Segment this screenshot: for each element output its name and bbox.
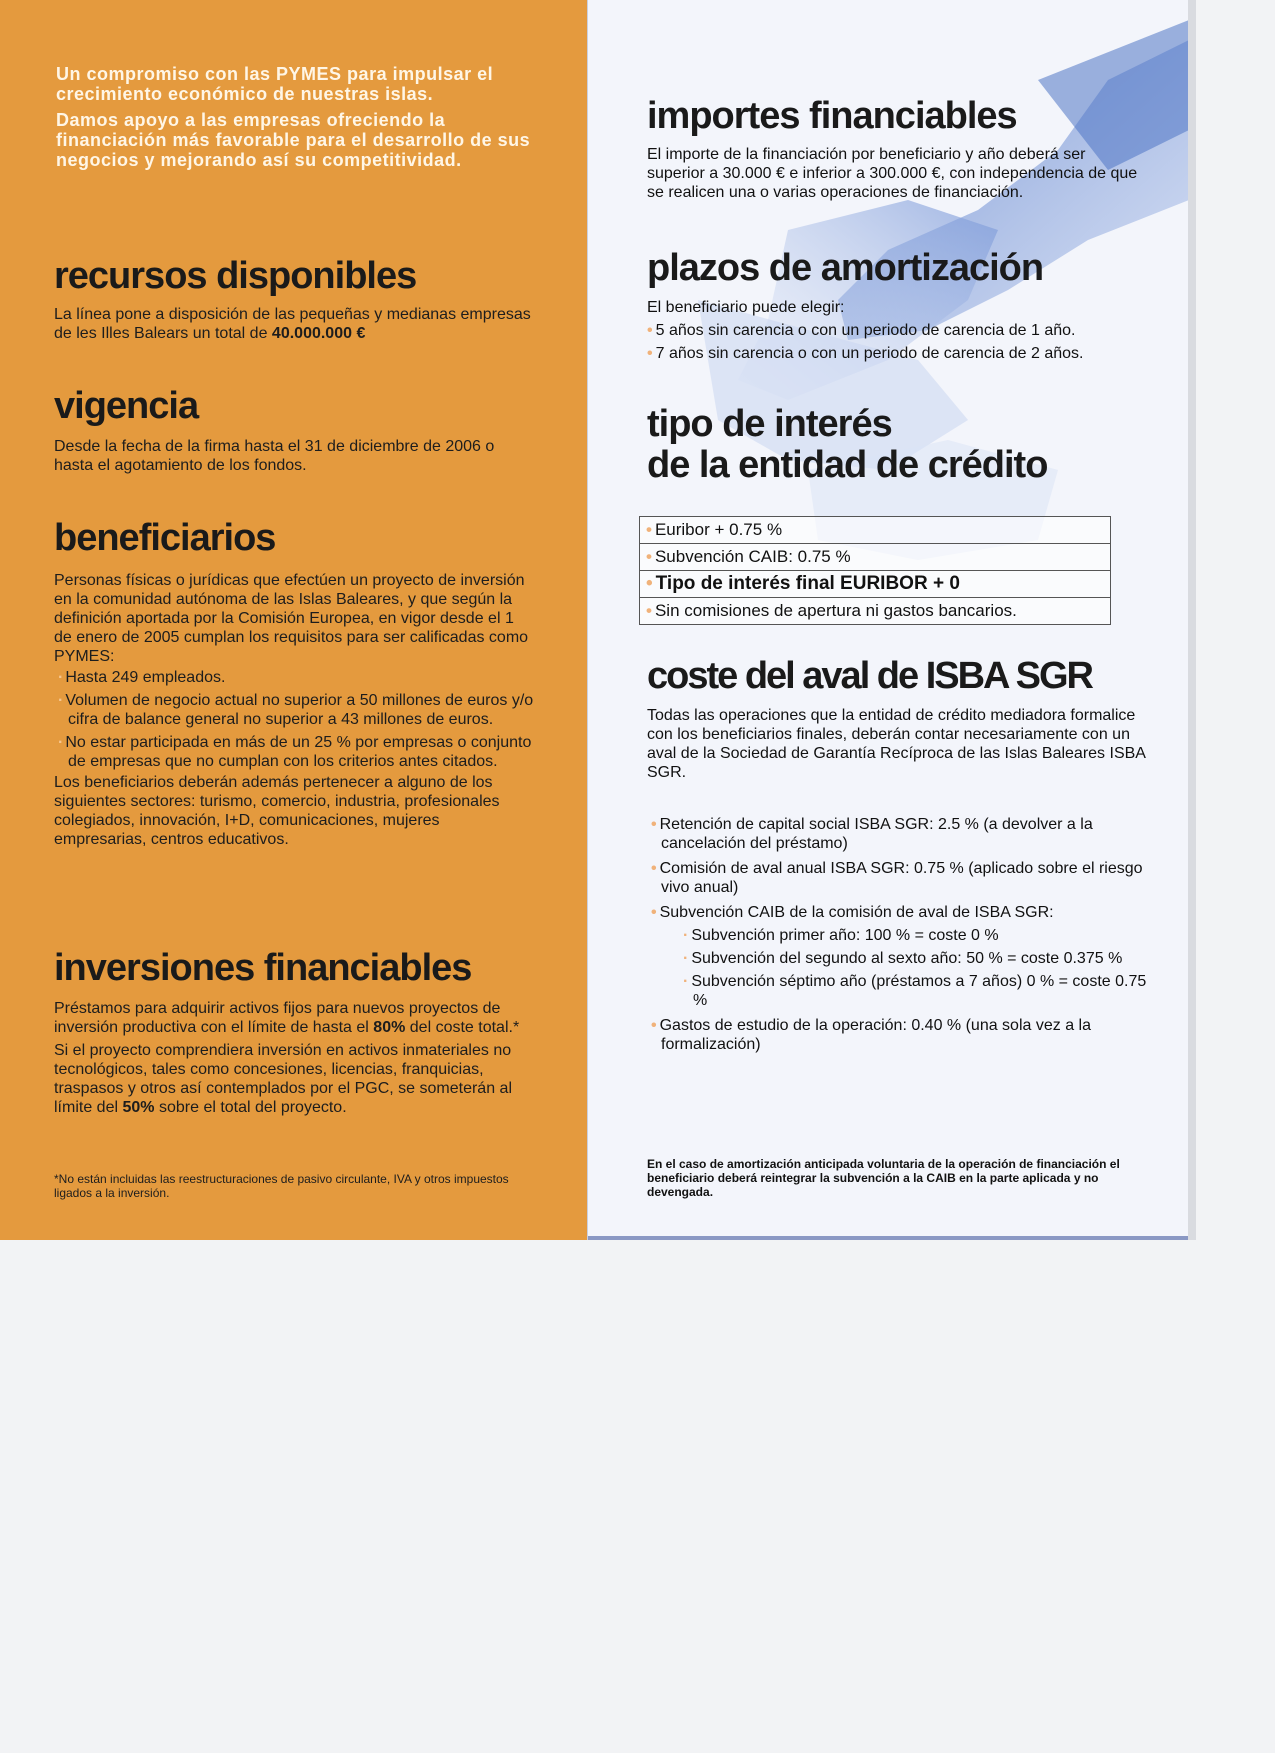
tipo-title-line-2: de la entidad de crédito [647, 444, 1048, 486]
coste-subitem-3: · Subvención séptimo año (préstamos a 7 años) 0 % = coste 0.75 % [683, 973, 1147, 1009]
vigencia-text: Desde la fecha de la firma hasta el 31 de diciembre de 2006 o hasta el agotamiento de los fondos. [54, 438, 495, 474]
beneficiarios-text: Personas físicas o jurídicas que efectúen un proyecto de inversión en la comunidad autónoma de las Islas Baleares, y que según la definición aportada por la Comisión Europea, en vigor desde el 1 de enero de 2005 cumplan los requisitos para ser calificadas como PYMES: [54, 572, 529, 665]
coste-item-4: • Gastos de estudio de la operación: 0.40 % (una sola vez a la formalización) [651, 1017, 1091, 1053]
inversiones-text-1: Préstamos para adquirir activos fijos para nuevos proyectos de inversión productiva con el límite de hasta el 80% del coste total.* [54, 1000, 520, 1036]
inversiones-limit-80: 80% [373, 1019, 406, 1036]
coste-item-2: • Comisión de aval anual ISBA SGR: 0.75 % (aplicado sobre el riesgo vivo anual) [651, 860, 1143, 896]
bullet-icon: • [647, 322, 653, 339]
section-title-recursos: recursos disponibles [54, 255, 417, 297]
coste-list [647, 815, 1147, 1054]
bullet-icon: • [651, 1017, 657, 1034]
intro-line-1: Un compromiso con las PYMES para impulsar el crecimiento económico de nuestras islas. [56, 64, 494, 104]
bullet-icon: • [651, 816, 657, 833]
coste-subitem-1: · Subvención primer año: 100 % = coste 0 % [683, 927, 999, 944]
bullet-icon: • [651, 860, 657, 877]
section-title-plazos: plazos de amortización [647, 247, 1044, 289]
bullet-icon: · [683, 973, 689, 990]
beneficiarios-item-2: · Volumen de negocio actual no superior a 50 millones de euros y/o cifra de balance general no superior a 43 millones de euros. [58, 692, 534, 728]
importes-text: El importe de la financiación por beneficiario y año deberá ser superior a 30.000 € e inferior a 300.000 €, con independencia de que se realicen una o varias operaciones de financiación. [647, 146, 1138, 201]
table-row: • Euribor + 0.75 % [640, 517, 1111, 544]
beneficiarios-item-3: · No estar participada en más de un 25 % por empresas o conjunto de empresas que no cumplan con los criterios antes citados. [58, 734, 532, 770]
coste-item-1: • Retención de capital social ISBA SGR: 2.5 % (a devolver a la cancelación del préstamo) [651, 816, 1093, 852]
beneficiarios-text-2: Los beneficiarios deberán además pertenecer a alguno de los siguientes sectores: turismo, comercio, industria, profesionales colegiados, innovación, I+D, comunicaciones, mujeres empresarias, centros educativos. [54, 774, 500, 848]
section-title-importes: importes financiables [647, 95, 1017, 137]
inversiones-block [54, 999, 536, 1117]
table-row: • Subvención CAIB: 0.75 % [640, 544, 1111, 571]
inversiones-text-2: Si el proyecto comprendiera inversión en activos inmateriales no tecnológicos, tales como concesiones, licencias, franquicias, traspasos y otros así contemplados por el PGC, se someterán al límite del 50% sobre el total del proyecto. [54, 1042, 512, 1116]
bullet-icon: · [683, 927, 689, 944]
bullet-icon: • [646, 520, 652, 539]
right-footnote: En el caso de amortización anticipada voluntaria de la operación de financiación el beneficiario deberá reintegrar la subvención a la CAIB en la parte aplicada y no devengada. [647, 1157, 1120, 1199]
plazos-intro: El beneficiario puede elegir: [647, 299, 845, 316]
right-column [587, 0, 1189, 1240]
beneficiarios-block [54, 571, 536, 849]
table-row: • Tipo de interés final EURIBOR + 0 [640, 571, 1111, 598]
interest-rate-table [639, 516, 1111, 625]
coste-text: Todas las operaciones que la entidad de crédito mediadora formalice con los beneficiarios finales, deberán contar necesariamente con un aval de la Sociedad de Garantía Recíproca de las Islas Baleares ISBA SGR. [647, 707, 1146, 781]
bullet-icon: · [58, 692, 64, 709]
bullet-icon: • [647, 345, 653, 362]
coste-subitem-2: · Subvención del segundo al sexto año: 50 % = coste 0.375 % [683, 950, 1123, 967]
inversiones-limit-50: 50% [122, 1099, 155, 1116]
page-edge-shadow [1188, 0, 1196, 1240]
bullet-icon: • [646, 573, 653, 594]
coste-item-3: • Subvención CAIB de la comisión de aval de ISBA SGR: [651, 904, 1054, 921]
left-footnote: *No están incluidas las reestructuraciones de pasivo circulante, IVA y otros impuestos ligados a la inversión. [54, 1172, 509, 1200]
bullet-icon: · [58, 734, 64, 751]
recursos-amount: 40.000.000 € [271, 325, 366, 342]
section-title-inversiones: inversiones financiables [54, 947, 472, 989]
left-column [0, 0, 587, 1240]
plazos-item-2: • 7 años sin carencia o con un periodo de carencia de 2 años. [647, 345, 1084, 362]
bullet-icon: • [646, 547, 652, 566]
section-title-coste: coste del aval de ISBA SGR [647, 655, 1092, 697]
recursos-text [54, 305, 536, 343]
section-title-beneficiarios: beneficiarios [54, 517, 276, 559]
plazos-item-1: • 5 años sin carencia o con un periodo de carencia de 1 año. [647, 322, 1076, 339]
bullet-icon: · [58, 669, 64, 686]
table-row: • Sin comisiones de apertura ni gastos bancarios. [640, 598, 1111, 625]
plazos-block [647, 298, 1147, 363]
intro-line-2: Damos apoyo a las empresas ofreciendo la financiación más favorable para el desarrollo de sus negocios y mejorando así su competitividad. [56, 110, 531, 170]
section-title-vigencia: vigencia [54, 385, 199, 427]
recursos-text-main: La línea pone a disposición de las pequeñas y medianas empresas de les Illes Balears un total de [54, 306, 531, 342]
bullet-icon: · [683, 950, 689, 967]
beneficiarios-item-1: · Hasta 249 empleados. [58, 669, 226, 686]
intro-text [56, 64, 536, 176]
tipo-title-line-1: tipo de interés [647, 403, 892, 445]
bullet-icon: • [651, 904, 657, 921]
bullet-icon: • [646, 601, 652, 620]
section-title-tipo [647, 404, 1047, 486]
